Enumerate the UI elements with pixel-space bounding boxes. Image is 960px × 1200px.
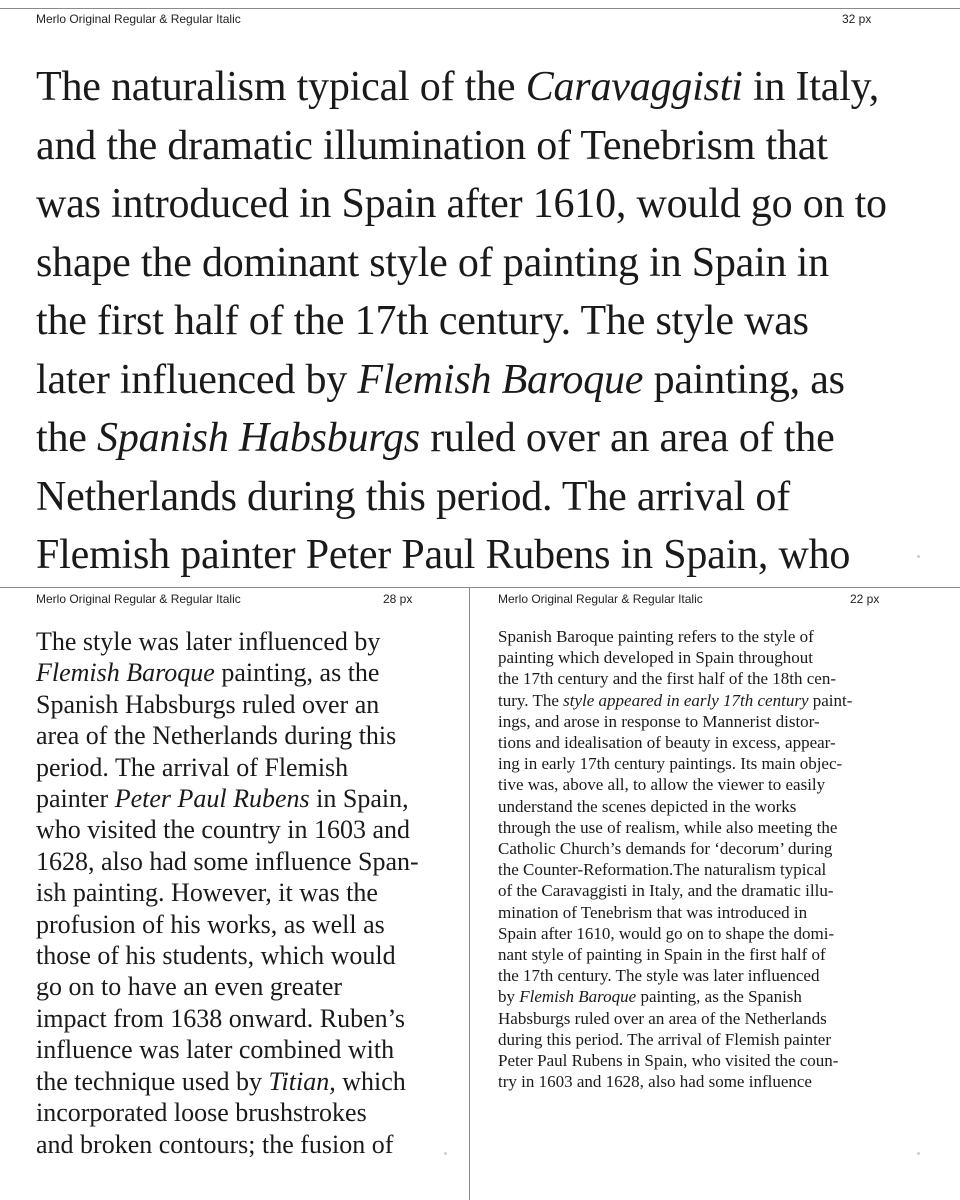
text-line xyxy=(36,689,456,720)
text-line xyxy=(36,971,456,1002)
text-line xyxy=(498,774,928,795)
text-line xyxy=(36,657,456,688)
text-run: the first half of the 17th century. The style was xyxy=(36,298,809,344)
text-run: painting, as the xyxy=(214,658,380,688)
italic-run: style appeared in early 17th century xyxy=(563,690,809,710)
font-size-label: 32 px xyxy=(842,12,872,26)
column-divider xyxy=(469,587,470,1200)
text-line xyxy=(498,711,928,732)
text-line xyxy=(36,292,936,351)
text-run: Peter Paul Rubens in Spain, who visited the coun- xyxy=(498,1051,839,1071)
text-run: understand the scenes depicted in the works xyxy=(498,796,797,816)
text-line xyxy=(498,838,928,859)
top-divider xyxy=(0,8,960,9)
text-line xyxy=(36,877,456,908)
italic-run: Flemish Baroque xyxy=(519,987,637,1007)
text-line xyxy=(498,986,928,1007)
text-run: tury. The xyxy=(498,690,564,710)
italic-run: Spanish Habsburgs xyxy=(97,415,420,461)
italic-run: Peter Paul Rubens xyxy=(114,784,310,814)
text-run: Spanish Baroque painting refers to the style of xyxy=(498,627,814,646)
font-name-label: Merlo Original Regular & Regular Italic xyxy=(36,12,241,26)
text-line xyxy=(36,409,936,468)
text-line xyxy=(498,902,928,923)
text-line xyxy=(36,175,936,234)
text-line xyxy=(498,1008,928,1029)
text-run: area of the Netherlands during this xyxy=(36,721,397,751)
text-run: the xyxy=(36,415,98,461)
text-run: period. The arrival of Flemish xyxy=(36,752,349,782)
text-line xyxy=(36,846,456,877)
text-run: ings, and arose in response to Mannerist distor- xyxy=(498,711,820,731)
text-run: ish painting. However, it was the xyxy=(36,878,378,908)
text-run: paint- xyxy=(808,690,853,710)
text-run: profusion of his works, as well as xyxy=(36,909,385,939)
font-name-label: Merlo Original Regular & Regular Italic xyxy=(498,592,703,606)
text-line xyxy=(36,58,936,117)
corner-mark xyxy=(444,1152,447,1155)
text-run: the 17th century and the first half of the 18th cen- xyxy=(498,669,836,689)
specimen-text-22px xyxy=(498,626,928,1092)
text-run: ing in early 17th century paintings. Its main objec- xyxy=(498,754,843,774)
text-line xyxy=(498,1029,928,1050)
italic-run: Titian, xyxy=(268,1066,336,1096)
specimen-text-28px xyxy=(36,626,456,1160)
text-line xyxy=(36,526,936,585)
text-line xyxy=(498,1050,928,1071)
text-line xyxy=(498,880,928,901)
text-line xyxy=(498,965,928,986)
text-line xyxy=(36,1066,456,1097)
text-run: incorporated loose brushstrokes xyxy=(36,1098,367,1128)
text-run: and the dramatic illumination of Tenebrism that xyxy=(36,122,828,169)
font-size-label: 22 px xyxy=(850,592,880,606)
text-line xyxy=(36,1097,456,1128)
text-run: and broken contours; the fusion of xyxy=(36,1129,394,1159)
italic-run: Flemish Baroque xyxy=(36,658,215,688)
text-line xyxy=(36,234,936,293)
text-run: Habsburgs ruled over an area of the Netherlands xyxy=(498,1008,827,1028)
text-line xyxy=(36,783,456,814)
text-run: try in 1603 and 1628, also had some influence xyxy=(498,1072,812,1092)
text-line xyxy=(36,940,456,971)
text-run: during this period. The arrival of Flemish painter xyxy=(498,1029,832,1049)
text-line xyxy=(36,117,936,176)
text-run: shape the dominant style of painting in Spain in xyxy=(36,239,829,286)
text-run: nant style of painting in Spain in the first half of xyxy=(498,945,826,965)
text-line xyxy=(36,351,936,410)
text-line xyxy=(36,720,456,751)
text-run: which xyxy=(335,1066,406,1096)
text-run: who visited the country in 1603 and xyxy=(36,815,411,845)
text-run: 1628, also had some influence Span- xyxy=(36,846,419,876)
italic-run: Flemish Baroque xyxy=(357,356,644,403)
text-line xyxy=(498,668,928,689)
text-line xyxy=(36,909,456,940)
italic-run: Caravaggisti xyxy=(525,64,743,110)
text-run: Spain after 1610, would go on to shape the domi- xyxy=(498,923,835,943)
text-line xyxy=(498,944,928,965)
text-line xyxy=(36,752,456,783)
middle-divider xyxy=(0,587,960,588)
text-line xyxy=(36,626,456,657)
text-run: through the use of realism, while also meeting the xyxy=(498,817,838,837)
text-run: of the Caravaggisti in Italy, and the dramatic illu- xyxy=(498,881,834,901)
text-line xyxy=(498,690,928,711)
corner-mark xyxy=(917,1152,920,1155)
text-line xyxy=(36,814,456,845)
text-run: painting, as xyxy=(643,356,845,403)
text-run: mination of Tenebrism that was introduced in xyxy=(498,902,808,922)
text-run: The naturalism typical of the xyxy=(36,64,526,110)
text-line xyxy=(498,817,928,838)
font-size-label: 28 px xyxy=(383,592,413,606)
specimen-text-32px xyxy=(36,58,936,585)
text-run: the technique used by xyxy=(36,1066,269,1096)
text-run: Netherlands during this period. The arrival of xyxy=(36,473,790,520)
text-run: Spanish Habsburgs ruled over an xyxy=(36,689,380,719)
text-run: painting which developed in Spain throughout xyxy=(498,648,813,668)
text-line xyxy=(498,626,928,647)
text-line xyxy=(36,468,936,527)
text-line xyxy=(498,732,928,753)
font-name-label: Merlo Original Regular & Regular Italic xyxy=(36,592,241,606)
text-line xyxy=(498,796,928,817)
text-run: in Spain, xyxy=(309,784,409,814)
text-run: the 17th century. The style was later influenced xyxy=(498,966,820,986)
text-line xyxy=(36,1034,456,1065)
text-run: tive was, above all, to allow the viewer to easily xyxy=(498,775,826,795)
text-run: later influenced by xyxy=(36,356,358,403)
text-run: painter xyxy=(36,784,115,814)
text-line xyxy=(36,1003,456,1034)
text-line xyxy=(498,1071,928,1092)
text-run: in Italy, xyxy=(742,64,880,110)
corner-mark xyxy=(917,555,920,558)
text-run: influence was later combined with xyxy=(36,1035,395,1065)
text-line xyxy=(36,1129,456,1160)
text-line xyxy=(498,923,928,944)
text-run: Flemish painter Peter Paul Rubens in Spain, who xyxy=(36,532,851,578)
text-run: go on to have an even greater xyxy=(36,972,343,1002)
text-run: those of his students, which would xyxy=(36,941,396,971)
text-line xyxy=(498,859,928,880)
text-line xyxy=(498,647,928,668)
text-run: the Counter-Reformation.The naturalism typical xyxy=(498,860,827,880)
text-run: ruled over an area of the xyxy=(419,415,835,461)
text-run: painting, as the Spanish xyxy=(636,987,802,1007)
text-run: Catholic Church’s demands for ‘decorum’ during xyxy=(498,839,833,859)
text-line xyxy=(498,753,928,774)
text-run: was introduced in Spain after 1610, would go on to xyxy=(36,181,887,227)
text-run: impact from 1638 onward. Ruben’s xyxy=(36,1003,405,1033)
text-run: tions and idealisation of beauty in excess, appear- xyxy=(498,733,836,753)
text-run: The style was later influenced by xyxy=(36,627,381,656)
text-run: by xyxy=(498,987,520,1007)
